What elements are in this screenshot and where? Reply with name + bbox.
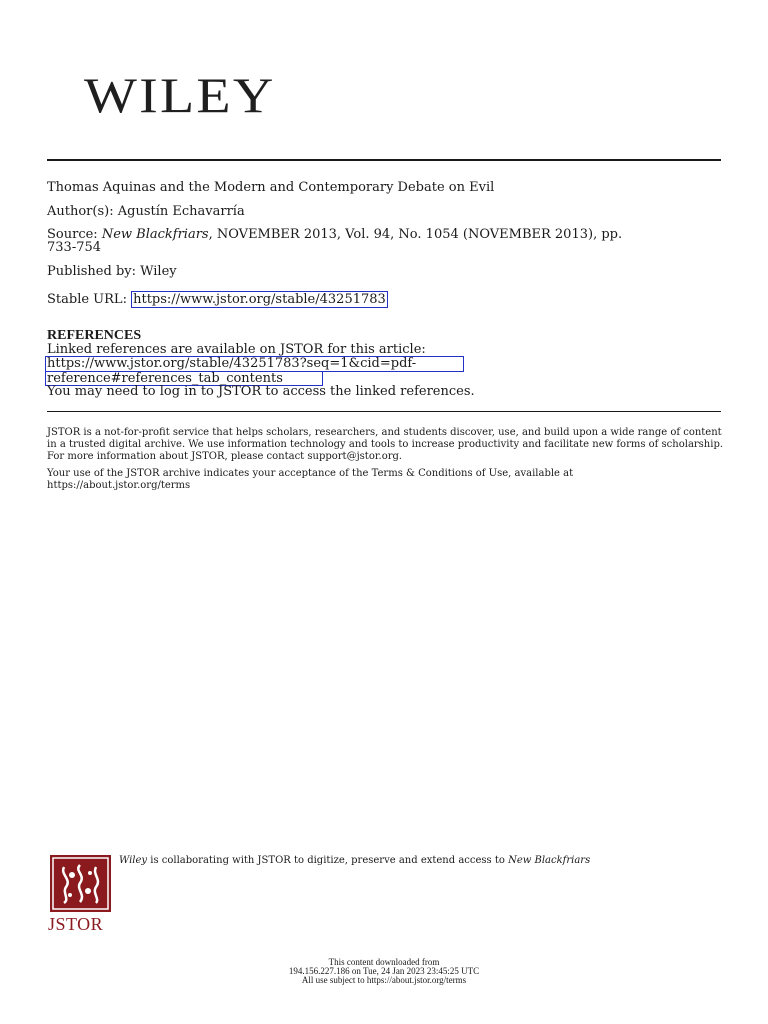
collab-publisher: Wiley: [119, 855, 148, 866]
author-line: [47, 205, 721, 218]
source-details: , NOVEMBER 2013, Vol. 94, No. 1054 (NOVEMBER 2013), pp.: [208, 227, 623, 242]
source-label: Source:: [47, 227, 98, 242]
wiley-logo: WILEY: [84, 67, 276, 123]
source-journal: New Blackfriars: [101, 227, 209, 242]
middle-divider: [47, 411, 721, 412]
published-label: Published by:: [47, 264, 136, 279]
footer-ip-line: 194.156.227.186 on Tue, 24 Jan 2023 23:45:25 UTC: [288, 966, 480, 976]
top-divider: [47, 159, 721, 161]
author-label: Author(s):: [47, 204, 114, 219]
published-line: [47, 265, 721, 278]
collab-text: is collaborating with JSTOR to digitize, preserve and extend access to: [147, 855, 509, 866]
stable-url-label: Stable URL:: [47, 292, 127, 307]
terms-notice: Your use of the JSTOR archive indicates your acceptance of the Terms & Conditions of Use, available at https://about.jstor.org/terms: [47, 468, 574, 491]
jstor-wordmark: JSTOR: [48, 914, 104, 934]
stable-url-line: [47, 291, 721, 308]
source-line: [47, 228, 721, 254]
jstor-emblem-icon: [50, 855, 111, 912]
references-login-note: You may need to log in to JSTOR to access the linked references.: [47, 384, 475, 399]
references-intro: Linked references are available on JSTOR for this article:: [47, 342, 426, 357]
author-name: Agustín Echavarría: [117, 204, 245, 219]
footer-download-line: This content downloaded from: [328, 957, 440, 967]
jstor-about-notice: JSTOR is a not-for-profit service that helps scholars, researchers, and students discover, use, and build upon a wide range of content in a trusted digital archive. We use information technology and tools to increase productivity and facilitate new forms of scholarship. For more information about JSTOR, please contact support@jstor.org.: [47, 427, 724, 462]
source-pages: 733-754: [47, 240, 102, 255]
footer-terms-line: All use subject to https://about.jstor.org/terms: [301, 975, 467, 985]
collab-journal: New Blackfriars: [508, 855, 591, 866]
references-link[interactable]: https://www.jstor.org/stable/43251783?seq=1&cid=pdf-: [47, 356, 417, 371]
collaboration-line: [119, 855, 590, 867]
references-heading: REFERENCES: [47, 328, 142, 343]
jstor-logo: [48, 855, 114, 935]
article-title: Thomas Aquinas and the Modern and Contemporary Debate on Evil: [47, 180, 495, 195]
references-link-continued[interactable]: reference#references_tab_contents: [47, 371, 283, 386]
stable-url-link[interactable]: https://www.jstor.org/stable/43251783: [133, 292, 386, 307]
publisher-name: Wiley: [140, 264, 177, 279]
